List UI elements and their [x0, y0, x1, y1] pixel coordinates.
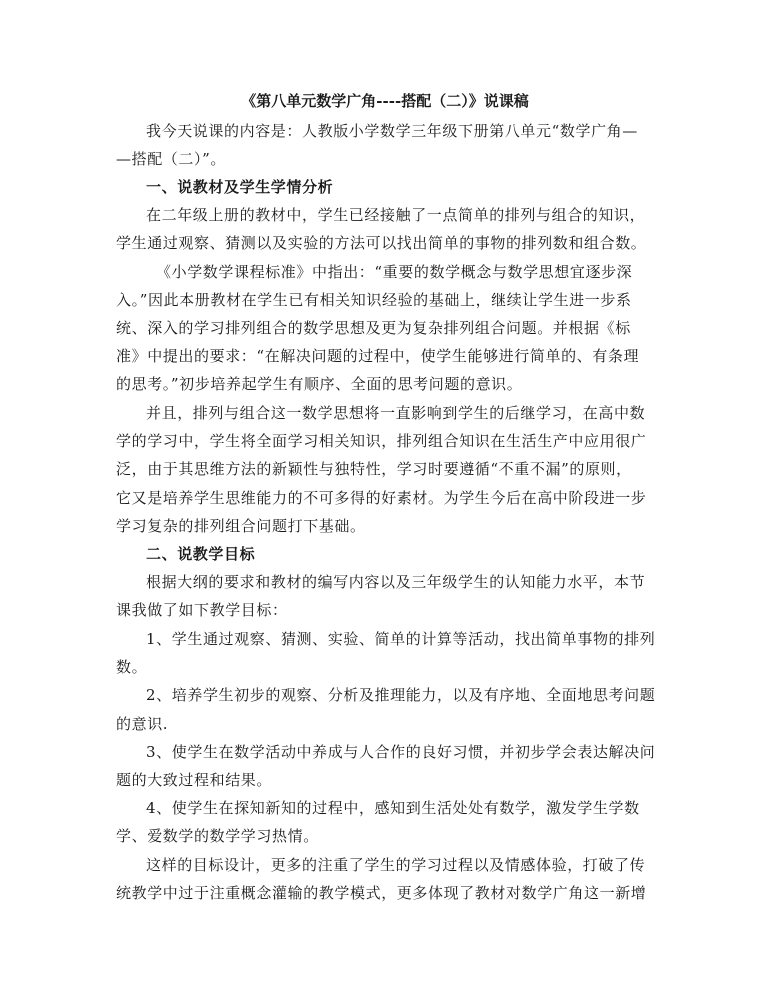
paragraph-line: 统、深入的学习排列组合的数学思想及更为复杂排列组合问题。并根据《标 [116, 319, 631, 337]
paragraph-line: 数。 [116, 658, 148, 676]
paragraph-line: 准》中提出的要求：“在解决问题的过程中，使学生能够进行简单的、有条理 [116, 347, 640, 365]
paragraph-line: 根据大纲的要求和教材的编写内容以及三年级学生的认知能力水平，本节 [146, 573, 646, 591]
paragraph-line: 统教学中过于注重概念灌输的教学模式，更多体现了教材对数学广角这一新增 [116, 884, 647, 902]
paragraph-line: 的思考。”初步培养起学生有顺序、全面的思考问题的意识。 [116, 375, 523, 393]
paragraph-line: 《小学数学课程标准》中指出：“重要的数学概念与数学思想宜逐步深 [156, 263, 633, 281]
document-title: 《第八单元数学广角----搭配（二）》说课稿 [241, 92, 529, 110]
paragraph-line: 学习复杂的排列组合问题打下基础。 [116, 517, 366, 535]
paragraph-line: 泛，由于其思维方法的新颖性与独特性，学习时要遵循“不重不漏”的原则， [116, 460, 632, 478]
paragraph-line: 课我做了如下教学目标： [116, 601, 288, 619]
paragraph-line: 题的大致过程和结果。 [116, 771, 273, 789]
paragraph-line: 它又是培养学生思维能力的不可多得的好素材。为学生今后在高中阶段进一步 [116, 489, 647, 507]
paragraph-line: 我今天说课的内容是：人教版小学数学三年级下册第八单元“数学广角— [146, 122, 638, 140]
section-heading: 二、说教学目标 [146, 545, 256, 563]
paragraph-line: —搭配（二）”。 [116, 150, 226, 168]
paragraph-line: 学、爱数学的数学学习热情。 [116, 827, 319, 845]
paragraph-line: 学的学习中，学生将全面学习相关知识，排列组合知识在生活生产中应用很广 [116, 432, 647, 450]
paragraph-line: 在二年级上册的教材中，学生已经接触了一点简单的排列与组合的知识， [146, 206, 646, 224]
paragraph-line: 并且，排列与组合这一数学思想将一直影响到学生的后继学习，在高中数 [146, 404, 646, 422]
paragraph-line: 1、学生通过观察、猜测、实验、简单的计算等活动，找出简单事物的排列 [146, 630, 656, 648]
paragraph-line: 入。”因此本册教材在学生已有相关知识经验的基础上，继续让学生进一步系 [116, 291, 632, 309]
paragraph-line: 3、使学生在数学活动中养成与人合作的良好习惯，并初步学会表达解决问 [146, 743, 656, 761]
paragraph-line: 2、培养学生初步的观察、分析及推理能力，以及有序地、全面地思考问题 [146, 686, 656, 704]
paragraph-line: 这样的目标设计，更多的注重了学生的学习过程以及情感体验，打破了传 [146, 856, 646, 874]
paragraph-line: 的意识. [116, 715, 169, 733]
paragraph-line: 学生通过观察、猜测以及实验的方法可以找出简单的事物的排列数和组合数。 [116, 234, 647, 252]
paragraph-line: 4、使学生在探知新知的过程中，感知到生活处处有数学，激发学生学数 [146, 799, 640, 817]
section-heading: 一、说教材及学生学情分析 [146, 178, 334, 196]
